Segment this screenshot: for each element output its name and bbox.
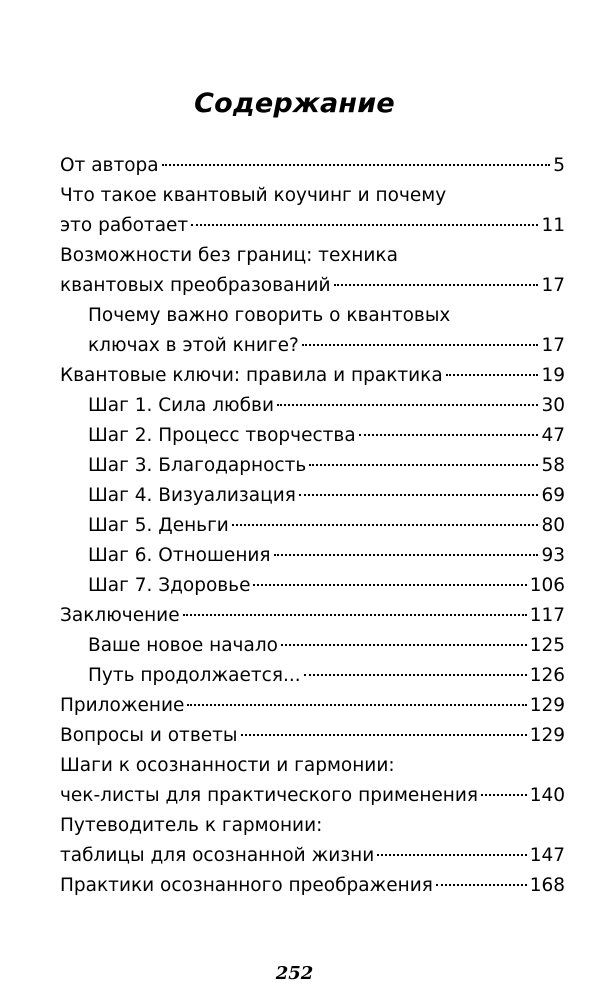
toc-entry-title: Шаг 4. Визуализация: [88, 485, 296, 506]
toc-entry: [60, 181, 565, 211]
toc-entry-page: 11: [541, 215, 565, 236]
dot-leader: [302, 344, 539, 346]
toc-entry-title: Шаг 2. Процесс творчества: [88, 425, 356, 446]
toc-entry: [60, 421, 565, 451]
toc-entry-title: Возможности без границ: техника: [60, 245, 398, 266]
page-number: 252: [275, 963, 314, 984]
dot-leader: [281, 644, 527, 646]
dot-leader: [446, 374, 539, 376]
toc-entry-title: Шаг 6. Отношения: [88, 545, 271, 566]
toc-entry-title: Ваше новое начало: [88, 635, 278, 656]
toc-entry: [60, 151, 565, 181]
dot-leader: [191, 224, 538, 226]
toc-entry-title: Путь продолжается...: [88, 665, 301, 686]
toc-entry-page: 5: [553, 155, 565, 176]
toc-entry: [60, 661, 565, 691]
toc-entry-page: 117: [529, 605, 565, 626]
page-title: Содержание: [194, 88, 395, 119]
toc-entry-title: Шаг 7. Здоровье: [88, 575, 251, 596]
toc-entry: [60, 841, 565, 871]
toc-entry-page: 17: [541, 335, 565, 356]
dot-leader: [232, 524, 539, 526]
toc-entry-title: Путеводитель к гармонии:: [60, 815, 323, 836]
toc-entry-title: От автора: [60, 155, 159, 176]
dot-leader: [377, 854, 526, 856]
toc-entry-title: чек-листы для практического применения: [60, 785, 479, 806]
toc-entry: [60, 721, 565, 751]
dot-leader: [277, 404, 538, 406]
dot-leader: [162, 164, 551, 166]
toc-entry-title: Что такое квантовый коучинг и почему: [60, 185, 447, 206]
toc-entry: [60, 781, 565, 811]
dot-leader: [309, 464, 538, 466]
dot-leader: [187, 704, 526, 706]
toc-entry: [60, 601, 565, 631]
toc-entry-page: 129: [529, 725, 565, 746]
dot-leader: [359, 434, 539, 436]
toc-entry-title: Шаг 1. Сила любви: [88, 395, 274, 416]
toc-entry-title: Квантовые ключи: правила и практика: [60, 365, 443, 386]
toc-entry-page: 106: [529, 575, 565, 596]
dot-leader: [253, 584, 526, 586]
toc-entry: [60, 391, 565, 421]
toc-entry: [60, 871, 565, 901]
toc-entry-title: Шаг 5. Деньги: [88, 515, 229, 536]
dot-leader: [274, 554, 539, 556]
dot-leader: [436, 884, 527, 886]
toc-entry-page: 93: [541, 545, 565, 566]
toc-entry-title: Почему важно говорить о квантовых: [88, 305, 451, 326]
toc-entry-title: таблицы для осознанной жизни: [60, 845, 375, 866]
toc-entry-title: Практики осознанного преображения: [60, 875, 433, 896]
toc-entry-page: 80: [541, 515, 565, 536]
toc-entry: [60, 301, 565, 331]
toc-entry: [60, 241, 565, 271]
dot-leader: [334, 284, 539, 286]
toc-entry: [60, 811, 565, 841]
toc-entry-page: 47: [541, 425, 565, 446]
toc-entry: [60, 631, 565, 661]
toc-entry: [60, 481, 565, 511]
toc-entry-page: 58: [541, 455, 565, 476]
toc-entry-title: Приложение: [60, 695, 185, 716]
toc-entry-title: это работает: [60, 215, 189, 236]
toc-entry-title: ключах в этой книге?: [88, 335, 299, 356]
toc-entry-page: 17: [541, 275, 565, 296]
toc-entry: [60, 751, 565, 781]
toc-entry: [60, 511, 565, 541]
dot-leader: [183, 614, 527, 616]
toc-entry-page: 129: [529, 695, 565, 716]
toc-entry-page: 168: [529, 875, 565, 896]
toc-entry: [60, 211, 565, 241]
toc-entry-title: Шаг 3. Благодарность: [88, 455, 307, 476]
toc-entry-title: Шаги к осознанности и гармонии:: [60, 755, 395, 776]
toc-entry: [60, 571, 565, 601]
toc-entry: [60, 451, 565, 481]
toc-entry-page: 140: [529, 785, 565, 806]
dot-leader: [299, 494, 539, 496]
toc-entry: [60, 331, 565, 361]
toc-entry-page: 126: [529, 665, 565, 686]
toc-entry-title: Заключение: [60, 605, 180, 626]
dot-leader: [304, 674, 527, 676]
toc-entry-title: Вопросы и ответы: [60, 725, 238, 746]
table-of-contents: [60, 151, 565, 901]
toc-entry-page: 125: [529, 635, 565, 656]
dot-leader: [481, 794, 527, 796]
toc-entry-page: 147: [529, 845, 565, 866]
toc-entry: [60, 541, 565, 571]
toc-entry: [60, 691, 565, 721]
toc-entry-page: 30: [541, 395, 565, 416]
toc-entry-title: квантовых преобразований: [60, 275, 331, 296]
toc-entry-page: 69: [541, 485, 565, 506]
dot-leader: [241, 734, 527, 736]
toc-entry: [60, 271, 565, 301]
toc-entry: [60, 361, 565, 391]
toc-entry-page: 19: [541, 365, 565, 386]
